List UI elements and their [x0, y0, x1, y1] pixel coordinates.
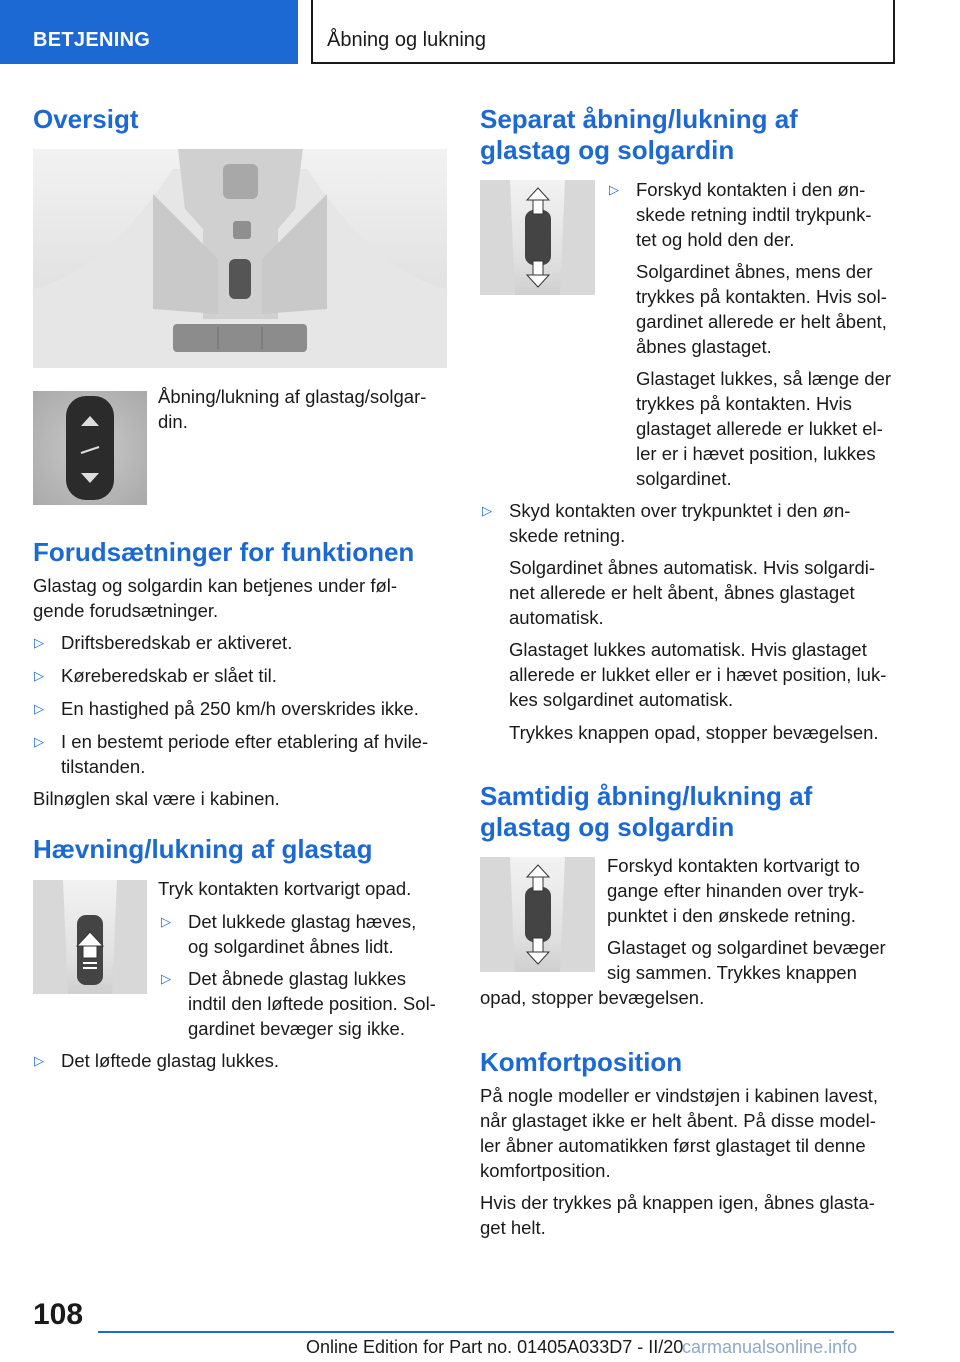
sep-b1-p2-line-1: Solgardinet åbnes, mens der [636, 261, 873, 282]
heading-separat-line-1: Separat åbning/lukning af [480, 104, 798, 134]
switch-closeup-image [33, 391, 147, 505]
sim-p2-line-1: Glastaget og solgardinet bevæger [607, 937, 886, 958]
heading-separat-line-2: glastag og solgardin [480, 135, 735, 165]
komfort-p1-line-4: komfortposition. [480, 1160, 611, 1181]
sep-b2-p4: Trykkes knappen opad, stopper bevægelsen. [509, 722, 879, 743]
heading-samtidig-line-1: Samtidig åbning/lukning af [480, 781, 813, 811]
overview-caption-line-2: din. [158, 411, 188, 432]
sim-p1-line-1: Forskyd kontakten kortvarigt to [607, 855, 860, 876]
komfort-p1-line-3: ler åbner automatikken først glastaget til denne [480, 1135, 866, 1156]
sep-b1-p2-line-3: gardinet allerede er helt åbent, [636, 311, 887, 332]
sep-b2-p2-line-1: Solgardinet åbnes automatisk. Hvis solgardi- [509, 557, 876, 578]
komfort-p1-line-1: På nogle modeller er vindstøjen i kabinen lavest, [480, 1085, 878, 1106]
prereq-bullet-4-line-2: tilstanden. [61, 756, 146, 777]
sep-b2-line-2: skede retning. [509, 525, 626, 546]
prereq-bullet-2: Køreberedskab er slået til. [61, 665, 277, 686]
overhead-console-drawing [33, 149, 447, 368]
sep-b2-p2-line-2: net allerede er helt åbent, åbnes glastaget [509, 582, 855, 603]
sep-b1-p3-line-2: trykkes på kontakten. Hvis [636, 393, 852, 414]
separate-drawing [480, 180, 595, 295]
raise-bullet-3: Det løftede glastag lukkes. [61, 1050, 279, 1071]
raise-bullet-2-line-1: Det åbnede glastag lukkes [188, 968, 407, 989]
overview-image [33, 149, 447, 368]
heading-oversigt: Oversigt [33, 104, 139, 134]
komfort-p1-line-2: når glastaget ikke er helt åbent. På disse model- [480, 1110, 876, 1131]
sep-b1-line-3: tet og hold den der. [636, 229, 795, 250]
footer-rule [98, 1331, 894, 1333]
sep-b1-p2-line-2: trykkes på kontakten. Hvis sol- [636, 286, 887, 307]
prereq-bullet-3: En hastighed på 250 km/h overskrides ikke. [61, 698, 419, 719]
raise-bullet-2-line-3: gardinet bevæger sig ikke. [188, 1018, 405, 1039]
prereq-bullet-1: Driftsberedskab er aktiveret. [61, 632, 293, 653]
chapter-title: Åbning og lukning [327, 29, 487, 51]
heading-forudsaetninger: Forudsætninger for funktionen [33, 537, 415, 567]
sep-b2-p3-line-1: Glastaget lukkes automatisk. Hvis glastaget [509, 639, 867, 660]
bullet-triangle-icon: ▷ [34, 701, 44, 716]
switch-drawing [33, 391, 147, 505]
bullet-triangle-icon: ▷ [482, 503, 492, 518]
sep-b1-p3-line-5: solgardinet. [636, 468, 732, 489]
watermark: carmanualsonline.info [682, 1337, 858, 1357]
section-label: BETJENING [33, 29, 151, 51]
sep-b2-line-1: Skyd kontakten over trykpunktet i den øn- [509, 500, 851, 521]
prereq-intro-line-1: Glastag og solgardin kan betjenes under føl- [33, 575, 398, 596]
overview-caption-line-1: Åbning/lukning af glastag/solgar- [158, 386, 427, 407]
sep-b2-p3-line-3: kes solgardinet automatisk. [509, 689, 734, 710]
bullet-triangle-icon: ▷ [161, 914, 171, 929]
bullet-triangle-icon: ▷ [161, 971, 171, 986]
section-tab [0, 0, 298, 64]
heading-komfort: Komfortposition [480, 1047, 683, 1077]
sep-b1-p2-line-4: åbnes glastaget. [636, 336, 772, 357]
raise-drawing [33, 880, 147, 994]
sep-b1-p3-line-4: ler er i hævet position, lukkes [636, 443, 876, 464]
bullet-triangle-icon: ▷ [34, 734, 44, 749]
separate-image [480, 180, 595, 295]
page-number: 108 [33, 1298, 84, 1331]
komfort-p2-line-1: Hvis der trykkes på knappen igen, åbnes glasta- [480, 1192, 875, 1213]
prereq-note: Bilnøglen skal være i kabinen. [33, 788, 280, 809]
sep-b1-p3-line-3: glastaget allerede er lukket el- [636, 418, 883, 439]
heading-samtidig-line-2: glastag og solgardin [480, 812, 735, 842]
sep-b2-p3-line-2: allerede er lukket eller er i hævet position, luk- [509, 664, 887, 685]
raise-image [33, 880, 147, 994]
sim-p1-line-2: gange efter hinanden over tryk- [607, 880, 865, 901]
raise-bullet-1-line-1: Det lukkede glastag hæves, [188, 911, 417, 932]
raise-intro: Tryk kontakten kortvarigt opad. [158, 878, 412, 899]
edition-note: Online Edition for Part no. 01405A033D7 - II/20 [306, 1337, 684, 1357]
sep-b1-p3-line-1: Glastaget lukkes, så længe der [636, 368, 892, 389]
sim-p2-line-2: sig sammen. Trykkes knappen [607, 962, 857, 983]
sep-b2-p2-line-3: automatisk. [509, 607, 604, 628]
simultaneous-drawing [480, 857, 595, 972]
komfort-p2-line-2: get helt. [480, 1217, 546, 1238]
bullet-triangle-icon: ▷ [34, 668, 44, 683]
raise-bullet-1-line-2: og solgardinet åbnes lidt. [188, 936, 394, 957]
bullet-triangle-icon: ▷ [34, 1053, 44, 1068]
sim-p2-line-3: opad, stopper bevægelsen. [480, 987, 705, 1008]
raise-bullet-2-line-2: indtil den løftede position. Sol- [188, 993, 436, 1014]
bullet-triangle-icon: ▷ [609, 182, 619, 197]
sim-p1-line-3: punktet i den ønskede retning. [607, 905, 856, 926]
simultaneous-image [480, 857, 595, 972]
prereq-intro-line-2: gende forudsætninger. [33, 600, 219, 621]
chapter-title-box [311, 0, 895, 64]
sep-b1-line-2: skede retning indtil trykpunk- [636, 204, 872, 225]
sep-b1-line-1: Forskyd kontakten i den øn- [636, 179, 866, 200]
heading-haevning: Hævning/lukning af glastag [33, 834, 373, 864]
bullet-triangle-icon: ▷ [34, 635, 44, 650]
prereq-bullet-4-line-1: I en bestemt periode efter etablering af hvile- [61, 731, 429, 752]
